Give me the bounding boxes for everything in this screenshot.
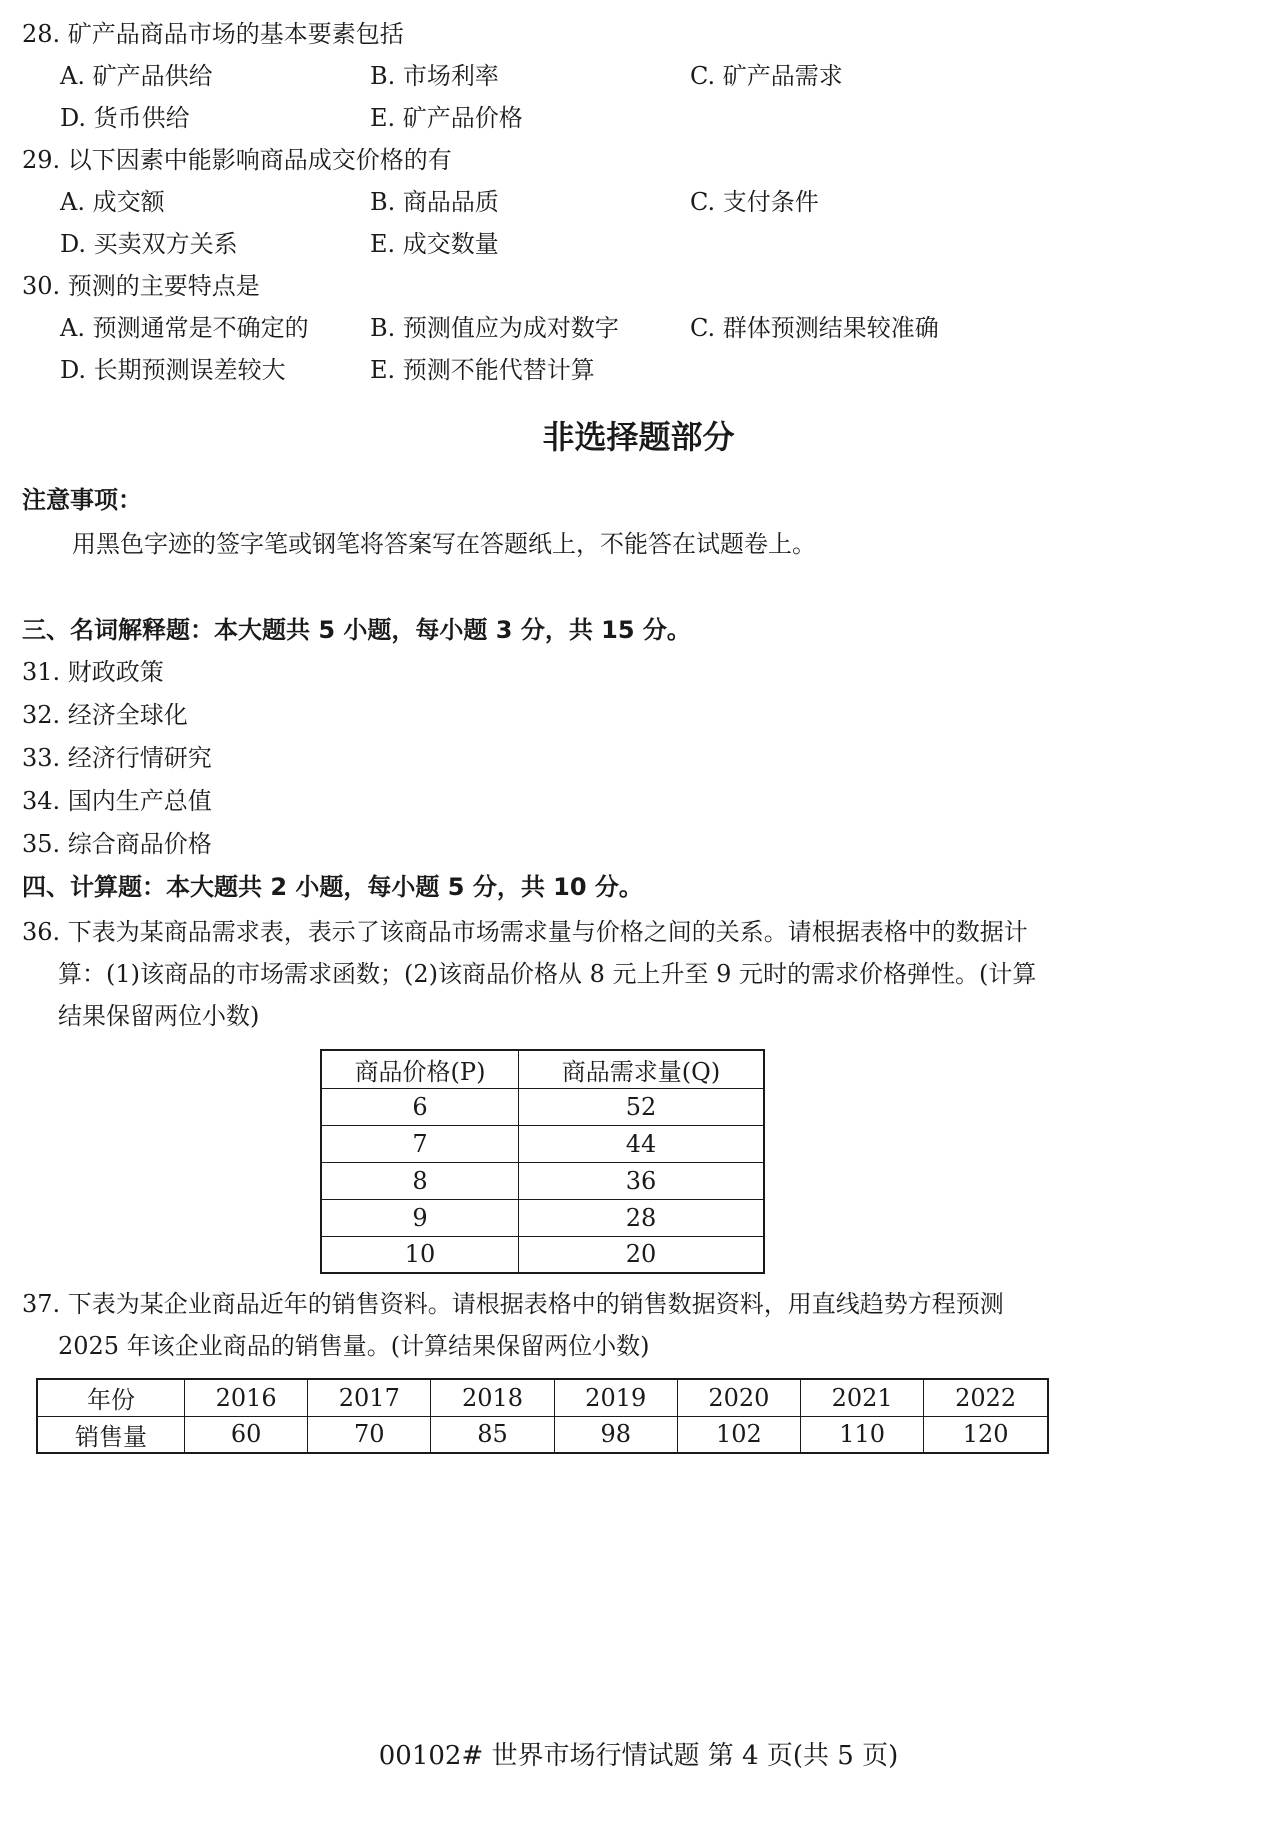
page-footer: 00102# 世界市场行情试题 第 4 页(共 5 页) xyxy=(378,1741,899,1771)
question-29-option-a: A. 成交额 xyxy=(60,188,165,216)
table-cell: 102 xyxy=(677,1416,800,1453)
table-row xyxy=(321,1162,764,1199)
table-cell: 2019 xyxy=(554,1379,677,1416)
section-title: 非选择题部分 xyxy=(542,418,735,456)
table-row xyxy=(37,1379,1048,1416)
question-36-line-1: 36. 下表为某商品需求表，表示了该商品市场需求量与价格之间的关系。请根据表格中的数据计 xyxy=(22,918,1028,946)
question-29-option-c: C. 支付条件 xyxy=(690,188,819,216)
table-row xyxy=(321,1125,764,1162)
question-36-line-3: 结果保留两位小数) xyxy=(58,1002,260,1030)
table-cell: 2020 xyxy=(677,1379,800,1416)
table-cell: 9 xyxy=(321,1199,519,1236)
sales-table-sales-label: 销售量 xyxy=(37,1416,185,1453)
table-cell: 110 xyxy=(801,1416,924,1453)
question-28-option-a: A. 矿产品供给 xyxy=(60,62,213,90)
table-row xyxy=(321,1199,764,1236)
sales-table-year-label: 年份 xyxy=(37,1379,185,1416)
question-28-option-d: D. 货币供给 xyxy=(60,104,190,132)
part-3-heading: 三、名词解释题：本大题共 5 小题，每小题 3 分，共 15 分。 xyxy=(22,616,691,644)
table-cell: 85 xyxy=(431,1416,554,1453)
table-row xyxy=(37,1416,1048,1453)
table-cell: 2018 xyxy=(431,1379,554,1416)
table-cell: 70 xyxy=(308,1416,431,1453)
sales-table xyxy=(36,1378,1049,1454)
table-cell: 2022 xyxy=(924,1379,1048,1416)
question-30-option-b: B. 预测值应为成对数字 xyxy=(370,314,619,342)
question-29-option-b: B. 商品品质 xyxy=(370,188,499,216)
question-29-option-d: D. 买卖双方关系 xyxy=(60,230,238,258)
question-33: 33. 经济行情研究 xyxy=(22,744,212,772)
demand-table-header-price: 商品价格(P) xyxy=(321,1050,519,1088)
table-cell: 2021 xyxy=(801,1379,924,1416)
notice-heading: 注意事项： xyxy=(22,486,142,514)
question-29-stem: 29. 以下因素中能影响商品成交价格的有 xyxy=(22,146,452,174)
table-cell: 120 xyxy=(924,1416,1048,1453)
notice-text: 用黑色字迹的签字笔或钢笔将答案写在答题纸上，不能答在试题卷上。 xyxy=(72,530,816,558)
table-cell: 6 xyxy=(321,1088,519,1125)
table-cell: 8 xyxy=(321,1162,519,1199)
question-30-option-e: E. 预测不能代替计算 xyxy=(370,356,595,384)
table-cell: 10 xyxy=(321,1236,519,1273)
part-4-heading: 四、计算题：本大题共 2 小题，每小题 5 分，共 10 分。 xyxy=(22,873,643,901)
table-cell: 60 xyxy=(185,1416,308,1453)
table-row xyxy=(321,1236,764,1273)
question-28-option-b: B. 市场利率 xyxy=(370,62,499,90)
table-cell: 98 xyxy=(554,1416,677,1453)
question-28-option-c: C. 矿产品需求 xyxy=(690,62,843,90)
table-cell: 52 xyxy=(519,1088,765,1125)
question-37-line-2: 2025 年该企业商品的销售量。(计算结果保留两位小数) xyxy=(58,1332,650,1360)
question-28-option-e: E. 矿产品价格 xyxy=(370,104,523,132)
question-36-line-2: 算：(1)该商品的市场需求函数；(2)该商品价格从 8 元上升至 9 元时的需求价格弹性。(计算 xyxy=(58,960,1037,988)
table-cell: 28 xyxy=(519,1199,765,1236)
demand-table-header-quantity: 商品需求量(Q) xyxy=(519,1050,765,1088)
question-30-option-c: C. 群体预测结果较准确 xyxy=(690,314,939,342)
demand-table xyxy=(320,1049,765,1274)
table-row xyxy=(321,1088,764,1125)
question-29-option-e: E. 成交数量 xyxy=(370,230,499,258)
table-cell: 7 xyxy=(321,1125,519,1162)
table-cell: 36 xyxy=(519,1162,765,1199)
question-30-stem: 30. 预测的主要特点是 xyxy=(22,272,260,300)
question-37-line-1: 37. 下表为某企业商品近年的销售资料。请根据表格中的销售数据资料，用直线趋势方程预测 xyxy=(22,1290,1004,1318)
question-30-option-d: D. 长期预测误差较大 xyxy=(60,356,286,384)
question-28-stem: 28. 矿产品商品市场的基本要素包括 xyxy=(22,20,404,48)
question-31: 31. 财政政策 xyxy=(22,658,164,686)
table-cell: 2016 xyxy=(185,1379,308,1416)
question-34: 34. 国内生产总值 xyxy=(22,787,212,815)
table-cell: 2017 xyxy=(308,1379,431,1416)
table-cell: 20 xyxy=(519,1236,765,1273)
question-32: 32. 经济全球化 xyxy=(22,701,188,729)
question-35: 35. 综合商品价格 xyxy=(22,830,212,858)
question-30-option-a: A. 预测通常是不确定的 xyxy=(60,314,309,342)
table-cell: 44 xyxy=(519,1125,765,1162)
